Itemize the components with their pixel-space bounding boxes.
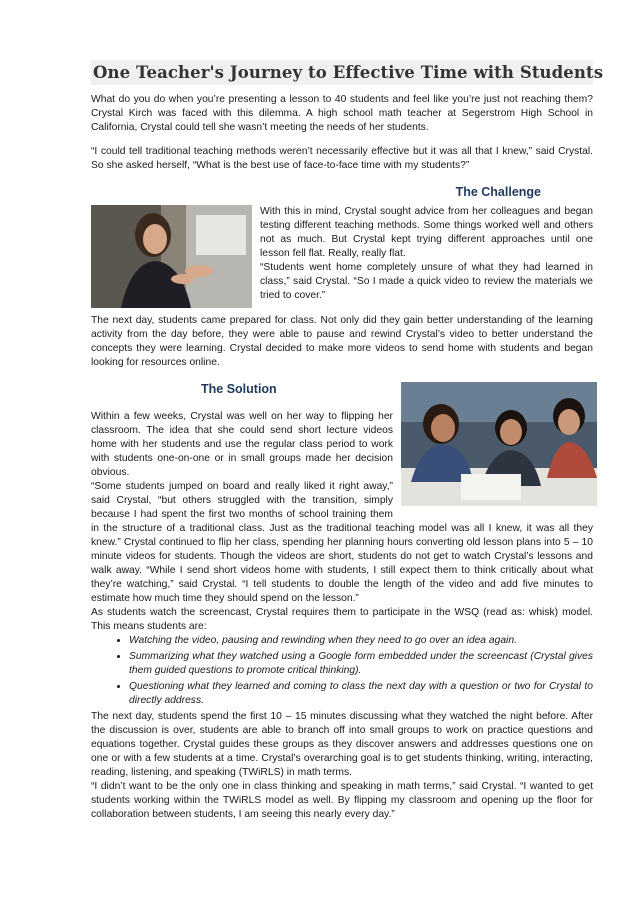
list-item: • Watching the video, pausing and rewinding when they need to go over an idea again. — [129, 634, 593, 648]
solution-paragraph-3: As students watch the screencast, Crystal requires them to participate in the WSQ (read as: whisk) model. This means students are: — [91, 607, 593, 632]
students-photo — [401, 382, 597, 506]
challenge-paragraph-2: “Students went home completely unsure of what they had learned in class,” said Crystal. “So I made a quick video to review the materials we tried to cover.” — [260, 262, 593, 301]
article — [91, 60, 604, 822]
list-item: • Summarizing what they watched using a Google form embedded under the screencast (Crystal gives them guided questions to promote critical thinking). — [129, 650, 593, 678]
challenge-heading: The Challenge — [455, 185, 541, 199]
solution-paragraph-4: The next day, students spend the first 10 – 15 minutes discussing what they watched the night before. After the discussion is over, students are able to branch off into small groups to work on practice questions and equations together. Crystal guides these groups as they discover answers and addresses questions one on one or with a few students at a time. Crystal’s overarching goal is to get students thinking, writing, interacting, reading, listening, and speaking (TWiRLS) in math terms. — [91, 711, 593, 778]
challenge-paragraph-3: The next day, students came prepared for class. Not only did they gain better understanding of the learning activity from the day before, they were able to pause and rewind Crystal’s video to better understand the concepts they were learning. Crystal decided to make more videos to send home with students and began looking for resources online. — [91, 315, 593, 368]
list-item: • Questioning what they learned and coming to class the next day with a question or two for Crystal to directly address. — [129, 680, 593, 708]
page-title: One Teacher's Journey to Effective Time with Students — [91, 60, 593, 85]
solution-heading: The Solution — [201, 382, 277, 396]
wsq-list — [91, 634, 593, 708]
solution-paragraph-1: Within a few weeks, Crystal was well on her way to flipping her classroom. The idea that she could send short lecture videos home with her students and use the regular class period to work with students one-on-one or in small groups made her decision obvious. — [91, 411, 393, 478]
teacher-photo — [91, 205, 252, 308]
solution-paragraph-2: “Some students jumped on board and really liked it right away,” said Crystal, “but others struggled with the transition, simply because I had spent the first two months of school training them in the structure of a traditional class. Just as the traditional teaching model was all I knew, it was all they knew.” Crystal continued to flip her class, spending her planning hours converting old lesson plans into 5 – 10 minute videos for students. Though the videos are short, students do not get to watch Crystal’s lessons and walk away. “While I send short videos home with students, I still expect them to think critically about what they’re watching,” said Crystal. “I tell students to double the length of the video and add five minutes to estimate how much time they should spend on the lesson.” — [91, 481, 593, 604]
solution-paragraph-5: “I didn’t want to be the only one in class thinking and speaking in math terms,” said Crystal. “I wanted to get students working within the TWiRLS model as well. By flipping my classroom and opening up the floor for collaboration between students, I am seeing this nearly every day.” — [91, 781, 593, 820]
challenge-paragraph-1: With this in mind, Crystal sought advice from her colleagues and began testing different teaching methods. Some things worked well and others not as much. But Crystal kept trying different approaches until one lesson fell flat. Really, really flat. — [260, 206, 593, 259]
intro-paragraph-2: “I could tell traditional teaching methods weren’t necessarily effective but it was all that I knew,” said Crystal. So she asked herself, “What is the best use of face-to-face time with my students?” — [91, 146, 593, 171]
intro-paragraph-1: What do you do when you’re presenting a lesson to 40 students and feel like you’re just not reaching them? Crystal Kirch was faced with this dilemma. A high school math teacher at Segerstrom High School in California, Crystal could tell she wasn’t meeting the needs of her students. — [91, 94, 593, 133]
